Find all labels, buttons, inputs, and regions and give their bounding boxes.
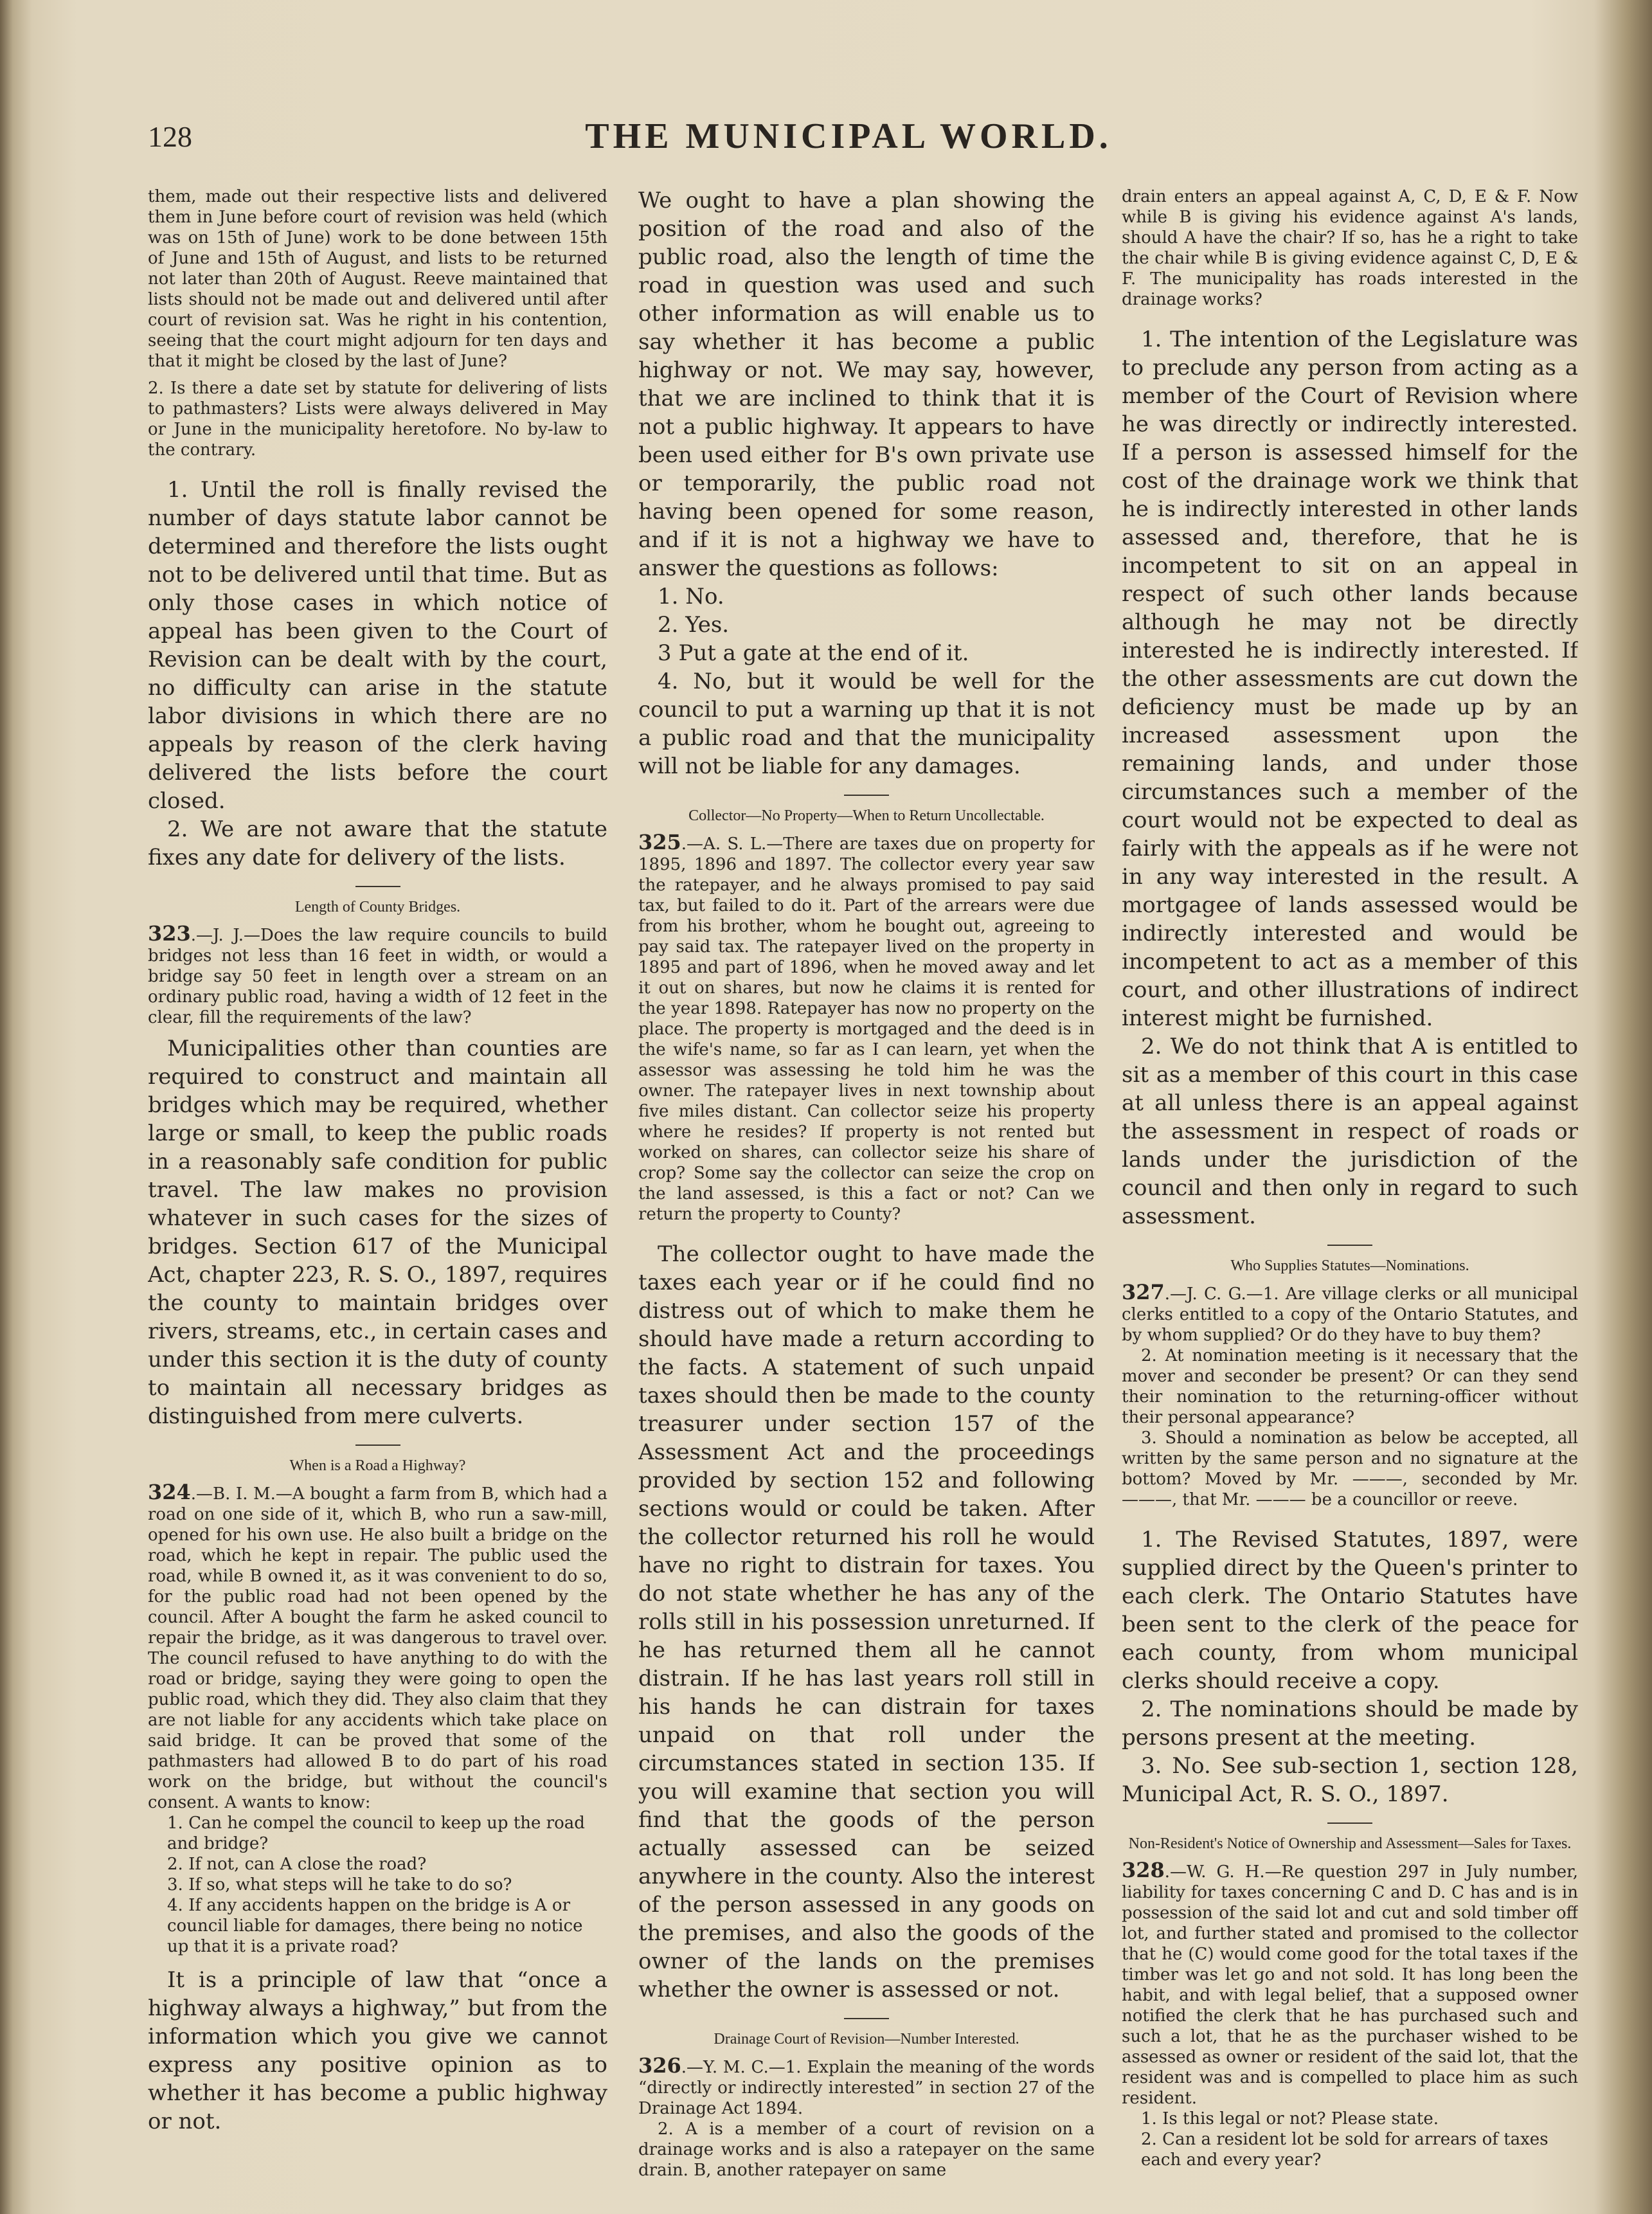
page-number: 128 bbox=[148, 120, 192, 153]
question-text: 2. Is there a date set by statute for delivering of lists to pathmasters? Lists were always delivered in May or June in the municipality heretofore. No by-law to the contrary. bbox=[148, 379, 607, 460]
answer-text: 1. The Revised Statutes, 1897, were supplied direct by the Queen's printer to each clerk. The Ontario Statutes have been sent to the clerk of the peace for each county, from whom municipal clerks should receive a copy. bbox=[1122, 1527, 1578, 1694]
column-1 bbox=[148, 186, 607, 2182]
answer-text: 1. Until the roll is finally revised the number of days statute labor cannot be determined and therefore the lists ought not to be delivered until that time. But as only those cases in which notice of appeal has been given to the Court of Revision can be dealt with by the court, no difficulty can arise in the statute labor divisions in which there are no appeals by reason of the clerk having delivered the lists before the court closed. bbox=[148, 477, 607, 814]
answer-text: 1. The intention of the Legislature was to preclude any person from acting as a member of the Court of Revision where he was directly or indirectly interested. If a person is assessed himself for the cost of the drainage work we think that he is indirectly interested in other lands assessed and, therefore, that he is incompetent to sit on an appeal in respect of such other lands because although he may not be directly interested he is indirectly interested. If the other assessments are cut down the deficiency must be made up by an increased assessment upon the remaining lands, and under those circumstances such a member of the court would not be expected to deal as fairly with the appeals as if he were not in any way interested in the result. A mortgagee of lands assessed would be indirectly interested and would be incompetent to act as a member of this court, and other illustrations of indirect interest might be furnished. bbox=[1122, 327, 1578, 1031]
section-divider bbox=[355, 886, 400, 887]
section-heading: Length of County Bridges. bbox=[294, 899, 461, 915]
answer-item: 1. No. bbox=[658, 584, 724, 609]
question-body: .—J. J.—Does the law require councils to build bridges not less than 16 feet in width, or would a bridge say 50 feet in length over a stream on an ordinary public road, having a width of 12 feet in the clear, fill the requirements of the law? bbox=[148, 926, 607, 1027]
answer-text: It is a principle of law that “once a highway always a highway,” but from the information which you give we cannot express any positive opinion as to whether it has become a public highway or not. bbox=[148, 1967, 607, 2134]
question-item: 3. If so, what steps will he take to do so? bbox=[167, 1875, 512, 1895]
page-header bbox=[148, 116, 1549, 167]
answer-text: 3. No. See sub-section 1, section 128, Municipal Act, R. S. O., 1897. bbox=[1122, 1753, 1578, 1807]
question-text: 2. A is a member of a court of revision on a drainage works and is also a ratepayer on the same drain. B, another ratepayer on same bbox=[638, 2120, 1095, 2180]
question-text bbox=[1122, 1860, 1578, 2109]
answer-text: Municipalities other than counties are required to construct and maintain all bridges which may be required, whether large or small, to keep the public roads in a reasonably safe condition for public travel. The law makes no provision whatever in such cases for the sizes of bridges. Section 617 of the Municipal Act, chapter 223, R. S. O., 1897, requires the county to maintain bridges over rivers, streams, etc., in certain cases and under this section it is the duty of county to maintain all necessary bridges as distinguished from mere culverts. bbox=[148, 1036, 607, 1429]
section-heading: Drainage Court of Revision—Number Interested. bbox=[714, 2031, 1019, 2048]
answer-text: We ought to have a plan showing the position of the road and also of the public road, also the length of time the road in question was used and such other information as will enable us to say whether it has become a public highway or not. We may say, however, that we are inclined to think that it is not a public highway. It appears to have been used either for B's own private use or temporarily, the public road not having been opened for some reason, and if it is not a highway we have to answer the questions as follows: bbox=[638, 188, 1095, 581]
column-2 bbox=[638, 186, 1095, 2182]
column-3 bbox=[1122, 186, 1578, 2182]
question-text: them, made out their respective lists and delivered them in June before court of revision was held (which was on 15th of June) work to be done between 15th of June and 15th of August, and lists to be returned not later than 20th of August. Reeve maintained that lists should not be made out and delivered until after court of revision sat. Was he right in his contention, seeing that the court might adjourn for ten days and that it might be closed by the last of June? bbox=[148, 187, 607, 371]
question-text bbox=[638, 2055, 1095, 2119]
section-divider bbox=[844, 795, 889, 796]
question-text bbox=[148, 923, 607, 1028]
answer-item: 2. Yes. bbox=[658, 612, 730, 638]
question-number: 324 bbox=[148, 1480, 191, 1504]
question-number: 323 bbox=[148, 921, 191, 946]
answer-text: 2. We do not think that A is entitled to sit as a member of this court in this case at all unless there is an appeal against the assessment in respect of roads or lands under the jurisdiction of the council and then only in regard to such assessment. bbox=[1122, 1034, 1578, 1229]
question-body: .—A. S. L.—There are taxes due on property for 1895, 1896 and 1897. The collector every year saw the ratepayer, and he always promised to pay said tax, but failed to do it. Part of the arrears were due from his brother, whom he bought out, agreeing to pay said tax. The ratepayer lived on the property in 1895 and part of 1896, when he moved away and let it out on shares, but now he claims it is rented for the year 1898. Ratepayer has now no property on the place. The property is mortgaged and the deed is in the wife's name, so far as I can learn, yet when the assessor was assessing he told him he was the owner. The ratepayer lives in next township about five miles distant. Can collector seize his property where he resides? If property is not rented but worked on shares, can collector seize his share of crop? Some say the collector can seize the crop on the land assessed, is this a fact or not? Can we return the property to County? bbox=[638, 834, 1095, 1224]
answer-item: 3 Put a gate at the end of it. bbox=[658, 640, 969, 666]
question-item: 2. If not, can A close the road? bbox=[167, 1855, 427, 1874]
question-item: 1. Is this legal or not? Please state. bbox=[1141, 2109, 1439, 2128]
question-number: 328 bbox=[1122, 1858, 1165, 1882]
section-divider bbox=[844, 2018, 889, 2019]
answer-text: 2. The nominations should be made by persons present at the meeting. bbox=[1122, 1697, 1578, 1751]
question-text bbox=[638, 832, 1095, 1225]
question-text: drain enters an appeal against A, C, D, E & F. Now while B is giving his evidence against A's lands, should A have the chair? If so, has he a right to take the chair while B is giving evidence against C, D, E & F. The municipality has roads interested in the drainage works? bbox=[1122, 187, 1578, 309]
answer-text: The collector ought to have made the taxes each year or if he could find no distress out of which to make them he should have made a return according to the facts. A statement of such unpaid taxes should then be made to the county treasurer under section 157 of the Assessment Act and the proceedings provided by section 152 and following sections would or could be taken. After the collector returned his roll he would have no right to distrain for taxes. You do not state whether he has any of the rolls still in his possession unreturned. If he has returned them all he cannot distrain. If he has last years roll still in his hands he can distrain for taxes unpaid on that roll under the circumstances stated in section 135. If you will examine that section you will find that the goods of the person actually assessed can be seized anywhere in the county. Also the interest of the person assessed in any goods on the premises, and also the goods of the owner of the lands on the premises whether the owner is assessed or not. bbox=[638, 1241, 1095, 2003]
question-text: 2. At nomination meeting is it necessary that the mover and seconder be present? Or can they send their nomination to the returning-officer without their personal appearance? bbox=[1122, 1346, 1578, 1427]
question-body: .—J. C. G.—1. Are village clerks or all municipal clerks entitled to a copy of the Ontario Statutes, and by whom supplied? Or do they have to buy them? bbox=[1122, 1284, 1578, 1345]
question-text bbox=[1122, 1282, 1578, 1346]
section-divider bbox=[355, 1444, 400, 1446]
question-text bbox=[148, 1482, 607, 1813]
question-body: .—B. I. M.—A bought a farm from B, which had a road on one side of it, which B, who run a saw-mill, opened for his own use. He also built a bridge on the road, which he kept in repair. The public used the road, while B owned it, as it was convenient to do so, for the public road had not been opened by the council. After A bought the farm he asked council to repair the bridge, as it was dangerous to travel over. The council refused to have anything to do with the road or bridge, saying they were going to open the public road, which they did. They also claim that they are not liable for any accidents which take place on said bridge. It can be proved that some of the pathmasters had allowed B to do part of his road work on the bridge, but without the council's consent. A wants to know: bbox=[148, 1484, 607, 1812]
question-number: 325 bbox=[638, 830, 681, 854]
question-item: 2. Can a resident lot be sold for arrears of taxes each and every year? bbox=[1141, 2130, 1549, 2170]
section-heading: Non-Resident's Notice of Ownership and Assessment—Sales for Taxes. bbox=[1128, 1835, 1572, 1852]
question-number: 326 bbox=[638, 2053, 681, 2078]
question-body: .—W. G. H.—Re question 297 in July number, liability for taxes concerning C and D. C has and is in possession of the said lot and cut and sold timber off lot, and further stated and promised to the collector that he (C) would come good for the total taxes if the timber was let go and not sold. It has long been the habit, and with legal belief, that a supposed owner notified the clerk that he has purchased such and such a lot, that he as the purchaser wished to be assessed as owner or resident of the said lot, that the resident was and is compelled to place him as such resident. bbox=[1122, 1862, 1578, 2108]
answer-text: 4. No, but it would be well for the council to put a warning up that it is not a public road and that the municipality will not be liable for any damages. bbox=[638, 669, 1095, 779]
section-heading: Collector—No Property—When to Return Uncollectable. bbox=[688, 807, 1045, 824]
section-divider bbox=[1327, 1823, 1372, 1824]
section-heading: Who Supplies Statutes—Nominations. bbox=[1230, 1257, 1469, 1274]
answer-text: 2. We are not aware that the statute fixes any date for delivery of the lists. bbox=[148, 816, 607, 870]
question-body: .—Y. M. C.—1. Explain the meaning of the words “directly or indirectly interested” in section 27 of the Drainage Act 1894. bbox=[638, 2058, 1095, 2118]
question-number: 327 bbox=[1122, 1280, 1165, 1304]
question-item: 1. Can he compel the council to keep up the road and bridge? bbox=[167, 1814, 585, 1853]
question-text: 3. Should a nomination as below be accepted, all written by the same person and no signature at the bottom? Moved by Mr. ———, seconded by Mr. ———, that Mr. ——— be a councillor or reeve. bbox=[1122, 1428, 1578, 1509]
masthead-title: THE MUNICIPAL WORLD. bbox=[585, 116, 1112, 156]
section-divider bbox=[1327, 1245, 1372, 1246]
question-item: 4. If any accidents happen on the bridge is A or council liable for damages, there being no notice up that it is a private road? bbox=[167, 1896, 583, 1956]
section-heading: When is a Road a Highway? bbox=[289, 1457, 466, 1474]
